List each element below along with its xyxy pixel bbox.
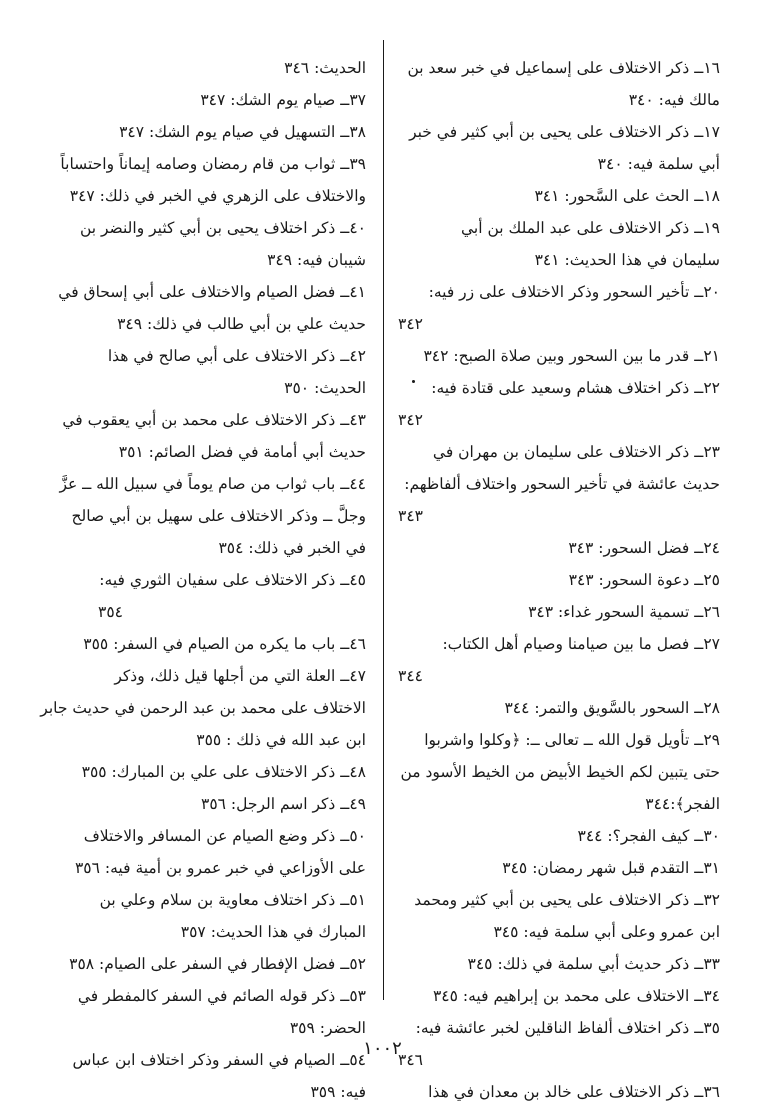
entry-text-line: ١٩ــ ذكر الاختلاف على عبد الملك بن أبي [461,219,720,237]
entry-text-line: الحديث: ٣٥٠ [284,379,366,397]
entry-text-line: ٢٦ــ تسمية السحور غداء: ٣٤٣ [528,603,720,621]
entry-text-line: شيبان فيه: ٣٤٩ [267,251,366,269]
index-entry [81,756,366,788]
index-entry [398,116,720,180]
entry-text-line: ٤٧ــ العلة التي من أجلها قيل ذلك، وذكر [114,667,366,685]
entry-text-line: ٤٣ــ ذكر الاختلاف على محمد بن أبي يعقوب في [62,411,366,429]
entry-text-line: الحضر: ٣٥٩ [289,1019,366,1037]
entry-page-ref: ٣٤٤ [398,667,423,685]
entry-text-line: فيه: ٣٥٩ [310,1083,366,1101]
index-entry [398,820,720,852]
index-entry [398,884,720,948]
entry-text-line: الاختلاف على محمد بن عبد الرحمن في حديث جابر [40,699,366,717]
entry-text-line: ٤٢ــ ذكر الاختلاف على أبي صالح في هذا [107,347,366,365]
index-entry [398,372,720,436]
index-entry [398,180,720,212]
entry-text-line: والاختلاف على الزهري في الخبر في ذلك: ٣٤٧ [69,187,366,205]
index-entry [98,340,366,404]
index-entry [398,564,720,596]
entry-page-ref: ٣٤٢ [398,411,423,429]
index-entry [77,980,366,1044]
entry-text-line: وجلَّ ــ وذكر الاختلاف على سهيل بن أبي صالح [71,507,366,525]
entry-text-line: الفجر﴾:٣٤٤ [645,795,720,813]
index-entry [60,148,366,212]
entry-text-line: ٥١ــ ذكر اختلاف معاوية بن سلام وعلي بن [99,891,366,909]
entry-text-line: ٥٢ــ فضل الإفطار في السفر على الصيام: ٣٥٨ [69,955,366,973]
entry-text-line: حديث علي بن أبي طالب في ذلك: ٣٤٩ [117,315,366,333]
entry-text-line: ابن عمرو وعلى أبي سلمة فيه: ٣٤٥ [493,923,720,941]
index-entry [58,276,366,340]
index-entry [398,436,720,532]
entry-text-line: ٢٣ــ ذكر الاختلاف على سليمان بن مهران في [432,443,720,461]
index-entry [83,628,366,660]
entry-page-ref: ٣٤٢ [398,315,423,333]
entry-text-line: ٣٩ــ ثواب من قام رمضان وصامه إيماناً واحتساباً [60,155,366,173]
entry-text-line: مالك فيه: ٣٤٠ [628,91,720,109]
index-entry [62,404,366,468]
index-entry [98,52,366,84]
entry-text-line: أبي سلمة فيه: ٣٤٠ [597,155,720,173]
index-entry [74,820,366,884]
index-column-left [40,52,366,1108]
entry-text-line: ٢٢ــ ذكر اختلاف هشام وسعيد على قتادة فيه: [431,379,720,397]
entry-text-line: سليمان في هذا الحديث: ٣٤١ [534,251,720,269]
index-entry [398,52,720,116]
entry-text-line: ٣٥ــ ذكر اختلاف ألفاظ الناقلين لخبر عائشة فيه: [415,1019,720,1037]
index-entry [98,884,366,948]
index-column-right [398,52,720,1108]
entry-text-line: ٤١ــ فضل الصيام والاختلاف على أبي إسحاق في [58,283,366,301]
entry-text-line: ١٧ــ ذكر الاختلاف على يحيى بن أبي كثير في خبر [409,123,720,141]
entry-text-line: ٤٤ــ باب ثواب من صام يوماً في سبيل الله ــ عزَّ [59,475,366,493]
index-entry [79,212,366,276]
entry-text-line: على الأوزاعي في خبر عمرو بن أمية فيه: ٣٥٦ [74,859,366,877]
index-entry [98,564,366,628]
entry-text-line: ٣٤ــ الاختلاف على محمد بن إبراهيم فيه: ٣٤٥ [432,987,720,1005]
index-entry [398,948,720,980]
entry-text-line: في الخبر في ذلك: ٣٥٤ [218,539,366,557]
entry-text-line: ٣٣ــ ذكر حديث أبي سلمة في ذلك: ٣٤٥ [467,955,720,973]
index-entry [98,788,366,820]
entry-page-ref: ٣٤٦ [398,1051,423,1069]
index-entry [98,116,366,148]
index-entry [69,948,366,980]
entry-text-line: ٢٤ــ فضل السحور: ٣٤٣ [568,539,720,557]
index-entry [398,532,720,564]
entry-page-ref: ٣٥٤ [98,603,123,621]
index-entry [398,628,720,692]
entry-text-line: ٢٧ــ فصل ما بين صيامنا وصيام أهل الكتاب: [442,635,720,653]
entry-text-line: ٢١ــ قدر ما بين السحور وبين صلاة الصبح: ٣٤٢ [423,347,720,365]
entry-text-line: حديث عائشة في تأخير السحور واختلاف ألفاظهم: [404,475,720,493]
entry-text-line: ٥٣ــ ذكر قوله الصائم في السفر كالمفطر في [77,987,366,1005]
entry-text-line: المبارك في هذا الحديث: ٣٥٧ [180,923,366,941]
index-entry [398,596,720,628]
entry-text-line: ٣٦ــ ذكر الاختلاف على خالد بن معدان في هذا [428,1083,720,1101]
column-divider [383,40,384,1000]
entry-text-line: ٤٩ــ ذكر اسم الرجل: ٣٥٦ [201,795,366,813]
entry-text-line: ٣١ــ التقدم قبل شهر رمضان: ٣٤٥ [502,859,720,877]
page-number: ١٠٠٢ [363,1038,402,1059]
entry-text-line: الحديث: ٣٤٦ [284,59,366,77]
index-entry [398,1076,720,1108]
entry-text-line: ٣٧ــ صيام يوم الشك: ٣٤٧ [200,91,366,109]
entry-text-line: حديث أبي أمامة في فضل الصائم: ٣٥١ [118,443,366,461]
index-entry [59,468,366,564]
index-entry [398,340,720,372]
entry-text-line: ٥٤ــ الصيام في السفر وذكر اختلاف ابن عباس [72,1051,366,1069]
entry-text-line: ١٨ــ الحث على السَّحور: ٣٤١ [534,187,720,205]
entry-text-line: ٣٠ــ كيف الفجر؟: ٣٤٤ [577,827,720,845]
index-entry [40,660,366,756]
entry-text-line: ١٦ــ ذكر الاختلاف على إسماعيل في خبر سعد بن [407,59,720,77]
entry-text-line: ٣٢ــ ذكر الاختلاف على يحيى بن أبي كثير ومحمد [414,891,720,909]
index-entry [398,980,720,1012]
index-entry [398,692,720,724]
entry-text-line: ٢٩ــ تأويل قول الله ــ تعالى ــ: ﴿وكلوا واشربوا [424,731,720,749]
index-entry [398,212,720,276]
entry-page-ref: ٣٤٣ [398,507,423,525]
entry-text-line: ٥٠ــ ذكر وضع الصيام عن المسافر والاختلاف [83,827,366,845]
stray-dot [412,380,415,383]
entry-text-line: ٤٦ــ باب ما يكره من الصيام في السفر: ٣٥٥ [83,635,366,653]
entry-text-line: ٢٨ــ السحور بالسَّويق والتمر: ٣٤٤ [504,699,720,717]
entry-text-line: ٢٠ــ تأخير السحور وذكر الاختلاف على زر فيه: [428,283,720,301]
entry-text-line: ٢٥ــ دعوة السحور: ٣٤٣ [568,571,720,589]
index-entry [398,276,720,340]
entry-text-line: ٤٥ــ ذكر الاختلاف على سفيان الثوري فيه: [99,571,366,589]
entry-text-line: ٤٠ــ ذكر اختلاف يحيى بن أبي كثير والنضر بن [79,219,366,237]
entry-text-line: حتى يتبين لكم الخيط الأبيض من الخيط الأسود من [400,763,720,781]
index-entry [98,84,366,116]
entry-text-line: ٣٨ــ التسهيل في صيام يوم الشك: ٣٤٧ [119,123,366,141]
entry-text-line: ٤٨ــ ذكر الاختلاف على علي بن المبارك: ٣٥٥ [81,763,366,781]
index-entry [398,724,720,820]
entry-text-line: ابن عبد الله في ذلك : ٣٥٥ [196,731,366,749]
index-entry [398,852,720,884]
